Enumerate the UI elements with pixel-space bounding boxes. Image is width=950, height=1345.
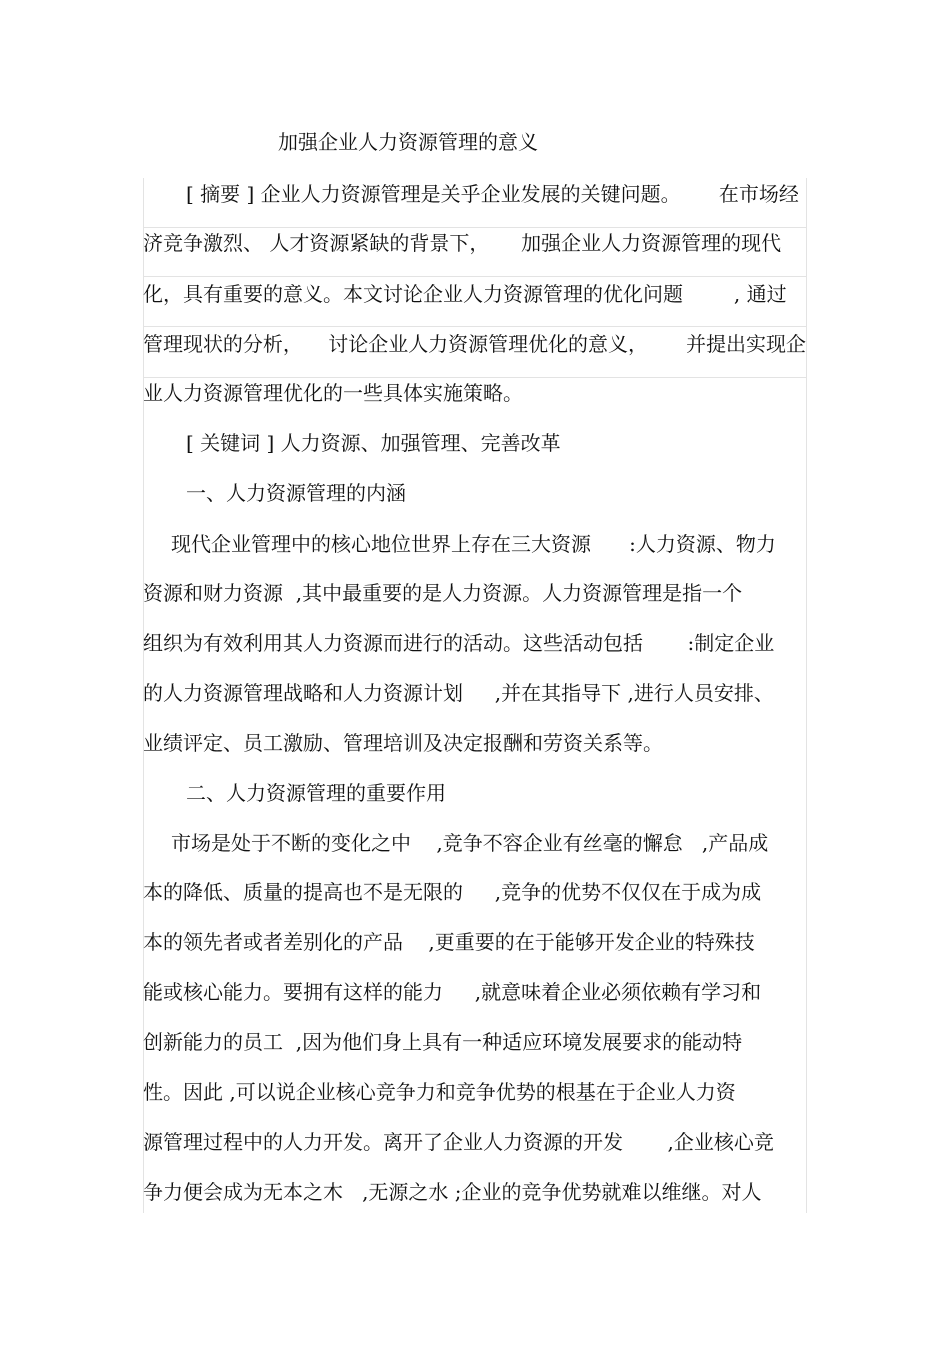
- abstract-line: 济竞争激烈、 人才资源紧缺的背景下， 加强企业人力资源管理的现代: [143, 231, 782, 255]
- abstract-line: 管理现状的分析， 讨论企业人力资源管理优化的意义， 并提出实现企: [143, 332, 806, 356]
- paragraph-line: 业绩评定、员工激励、管理培训及决定报酬和劳资关系等。: [143, 731, 663, 755]
- keywords: [ 关键词 ] 人力资源、加强管理、完善改革: [186, 431, 561, 455]
- paragraph-line: 资源和财力资源 ,其中最重要的是人力资源。人力资源管理是指一个: [143, 581, 743, 605]
- paragraph-line: 本的降低、质量的提高也不是无限的 ,竞争的优势不仅仅在于成为成: [143, 880, 762, 904]
- row-rule: [143, 276, 806, 277]
- paragraph-line: 组织为有效利用其人力资源而进行的活动。这些活动包括 :制定企业: [143, 631, 775, 655]
- row-rule: [143, 326, 806, 327]
- document-title: 加强企业人力资源管理的意义: [278, 130, 538, 154]
- section-heading: 一、人力资源管理的内涵: [186, 481, 406, 505]
- abstract-line: 业人力资源管理优化的一些具体实施策略。: [143, 381, 523, 405]
- abstract-line: [ 摘要 ] 企业人力资源管理是关乎企业发展的关键问题。 在市场经: [186, 182, 799, 206]
- paragraph-line: 争力便会成为无本之木 ,无源之水 ;企业的竞争优势就难以维继。对人: [143, 1180, 762, 1204]
- abstract-line: 化，具有重要的意义。本文讨论企业人力资源管理的优化问题 , 通过: [143, 282, 787, 306]
- right-rule: [806, 178, 807, 1213]
- paragraph-line: 本的领先者或者差别化的产品 ,更重要的在于能够开发企业的特殊技: [143, 930, 755, 954]
- row-rule: [143, 227, 806, 228]
- row-rule: [143, 377, 806, 378]
- paragraph-line: 现代企业管理中的核心地位世界上存在三大资源 :人力资源、物力: [171, 532, 776, 556]
- paragraph-line: 创新能力的员工 ,因为他们身上具有一种适应环境发展要求的能动特: [143, 1030, 743, 1054]
- paragraph-line: 性。因此 ,可以说企业核心竞争力和竞争优势的根基在于企业人力资: [143, 1080, 736, 1104]
- paragraph-line: 市场是处于不断的变化之中 ,竞争不容企业有丝毫的懈怠 ,产品成: [171, 831, 769, 855]
- paragraph-line: 源管理过程中的人力开发。离开了企业人力资源的开发 ,企业核心竞: [143, 1130, 774, 1154]
- paragraph-line: 的人力资源管理战略和人力资源计划 ,并在其指导下 ,进行人员安排、: [143, 681, 774, 705]
- paragraph-line: 能或核心能力。要拥有这样的能力 ,就意味着企业必须依赖有学习和: [143, 980, 762, 1004]
- section-heading: 二、人力资源管理的重要作用: [186, 781, 446, 805]
